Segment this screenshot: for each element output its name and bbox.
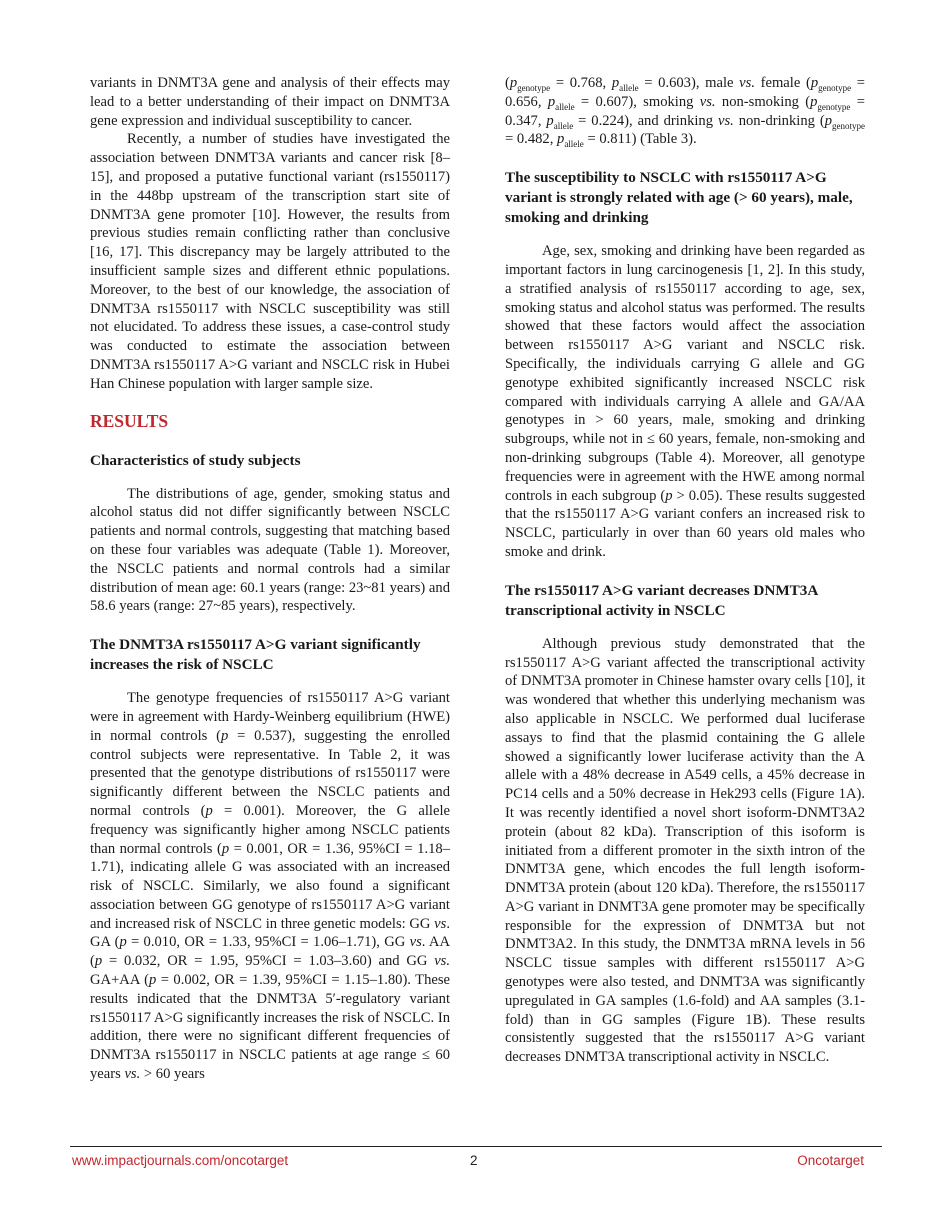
transcription-heading: The rs1550117 A>G variant decreases DNMT3A transcriptional activity in NSCLC: [505, 581, 818, 619]
characteristics-heading: Characteristics of study subjects: [90, 451, 301, 469]
transcription-paragraph: Although previous study demonstrated that the rs1550117 A>G variant affected the transcriptional activity of DNMT3A promoter in Chinese hamster ovary cells [10], it was wondered that whether this underlying mechanism was also applicable in NSCLC. We performed dual luciferase assays to find that the plasmid containing the G allele showed a significantly lower luciferase activity than the A allele with a 48% decrease in A549 cells, a 45% decrease in PC14 cells and a 50% decrease in Hek293 cells (Figure 1A). It was recently identified a novel short isoform-DNMT3A2 protein (about 82 kDa). Transcription of this isoform is initiated from a different promoter in the sixth intron of the DNMT3A gene, which encodes the full length isoform-DNMT3A protein (about 120 kDa). Therefore, the rs1550117 A>G variant in DNMT3A gene promoter may be specifically responsible for the expression of DNMT3A but not DNMT3A2. In this study, the DNMT3A mRNA levels in 56 NSCLC tissue samples with different rs1550117 A>G genotypes were also tested, and DNMT3A was significantly upregulated in GA samples (1.6-fold) and AA samples (3.1-fold) than in GG samples (Figure 1B). These results consistently suggested that the rs1550117 A>G variant decreases DNMT3A transcriptional activity in NSCLC.: [505, 635, 865, 1066]
page-number: 2: [470, 1153, 478, 1168]
footer-divider: [70, 1146, 882, 1147]
continued-paragraph: ($p_{genotype} = 0.768$, $p_{allele} = 0.603$), male vs. female ($p_{genotype} = 0.656$, $p_{allele} = 0.607$), smoking vs. non-smoking ($p_{genotype} = 0.347$, $p_{allele} = 0.224$), and drinking vs. non-drinking ($p_{genotype} = 0.482$, $p_{allele} = 0.811$) (Table 3).: [505, 75, 866, 150]
results-heading: RESULTS: [90, 410, 169, 431]
intro-paragraph-1: variants in DNMT3A gene and analysis of their effects may lead to a better understanding of their impact on DNMT3A gene expression and individual susceptibility to cancer.: [90, 75, 450, 129]
right-column: [505, 74, 865, 1067]
intro-paragraph-2: Recently, a number of studies have investigated the association between DNMT3A variants and cancer risk [8–15], and proposed a putative functional variant (rs1550117) in the 448bp upstream of the transcription start site of DNMT3A gene promoter [10]. However, the results from previous studies remain conflicting rather than conclusive [16, 17]. This discrepancy may be largely attributed to the insufficient sample sizes and different ethnic populations. Moreover, to the best of our knowledge, the association of DNMT3A rs1550117 with NSCLC susceptibility was still not elucidated. To address these issues, a case-control study was conducted to estimate the association between DNMT3A rs1550117 A>G variant and NSCLC risk in Hubei Han Chinese population with larger sample size.: [90, 131, 450, 392]
left-column: [90, 74, 450, 1084]
footer-journal-name: Oncotarget: [797, 1153, 864, 1168]
footer-url-link[interactable]: www.impactjournals.com/oncotarget: [72, 1153, 289, 1168]
susceptibility-paragraph: Age, sex, smoking and drinking have been regarded as important factors in lung carcinogenesis [1, 2]. In this study, a stratified analysis of rs1550117 according to age, sex, smoking status and alcohol status was performed. The results showed that these factors would affect the association between rs1550117 A>G variant and NSCLC risk. Specifically, the individuals carrying G allele and GG genotype exhibited significantly increased NSCLC risk compared with individuals carrying A allele and GA/AA genotypes in > 60 years, male, smoking and drinking subgroups, while not in ≤ 60 years, female, non-smoking and non-drinking subgroups (Table 4). Moreover, all genotype frequencies were in agreement with the HWE among normal controls in each subgroup (p > 0.05). These results suggested that the rs1550117 A>G variant confers an increased risk to NSCLC, particularly in over than 60 years old males who smoke and drink.: [505, 243, 865, 560]
characteristics-paragraph: The distributions of age, gender, smoking status and alcohol status did not differ significantly between NSCLC patients and normal controls, suggesting that matching based on these four variables was adequate (Table 1). Moreover, the NSCLC patients and normal controls had a similar distribution of mean age: 60.1 years (range: 23~81 years) and 58.6 years (range: 27~85 years), respectively.: [90, 485, 450, 615]
susceptibility-heading: The susceptibility to NSCLC with rs1550117 A>G variant is strongly related with age (> 60 years), male, smoking and drinking: [505, 169, 853, 227]
variant-risk-heading: The DNMT3A rs1550117 A>G variant significantly increases the risk of NSCLC: [90, 636, 421, 674]
variant-risk-paragraph: The genotype frequencies of rs1550117 A>G variant were in agreement with Hardy-Weinberg equilibrium (HWE) in normal controls (p = 0.537), suggesting the enrolled control subjects were representative. In Table 2, it was presented that the genotype distributions of rs1550117 were significantly different between the NSCLC patients and normal controls (p = 0.001). Moreover, the G allele frequency was significantly higher among NSCLC patients than normal controls (p = 0.001, OR = 1.36, 95%CI = 1.18–1.71), indicating allele G was associated with an increased risk of NSCLC. Similarly, we also found a significant association between GG genotype of rs1550117 A>G variant and increased risk of NSCLC in three genetic models: GG vs. GA (p = 0.010, OR = 1.33, 95%CI = 1.06–1.71), GG vs. AA (p = 0.032, OR = 1.95, 95%CI = 1.03–3.60) and GG vs. GA+AA (p = 0.002, OR = 1.39, 95%CI = 1.15–1.80). These results indicated that the DNMT3A 5′-regulatory variant rs1550117 A>G significantly increases the risk of NSCLC. In addition, there were no significant different frequencies of DNMT3A rs1550117 in NSCLC patients at age range ≤ 60 years vs. > 60 years: [90, 690, 451, 1083]
